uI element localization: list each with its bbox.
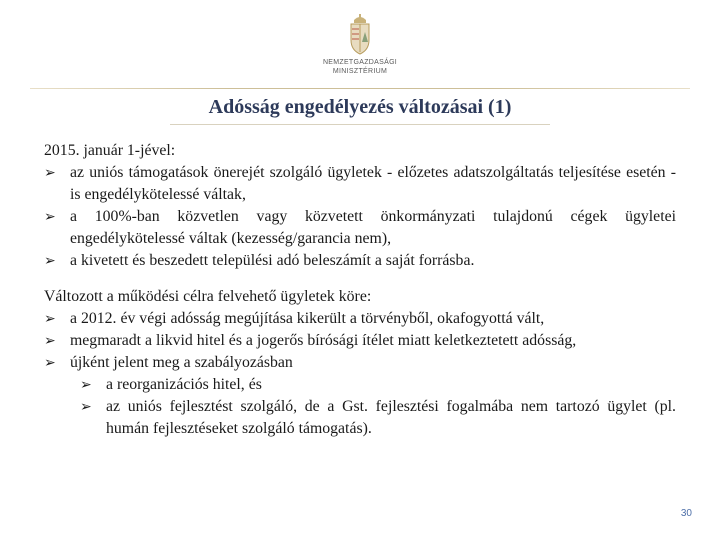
ministry-logo	[316, 14, 404, 82]
arrow-bullet-icon: ➢	[44, 333, 56, 349]
logo-line-2: MINISZTÉRIUM	[332, 68, 388, 75]
list-item	[44, 308, 676, 330]
bullet-text: a kivetett és beszedett települési adó beleszámít a saját forrásba.	[70, 252, 475, 269]
sub-bullet-text: az uniós fejlesztést szolgáló, de a Gst. fejlesztési fogalmába nem tartozó ügylet (pl. humán fejlesztéseket szolgáló támogatás).	[106, 398, 676, 437]
bullet-text: a 100%-ban közvetlen vagy közvetett önkormányzati tulajdonú cégek ügyletei engedélykötelessé váltak (kezesség/garancia nem),	[70, 208, 676, 247]
bullet-text: megmaradt a likvid hitel és a jogerős bírósági ítélet miatt keletkeztetett adósság,	[70, 332, 577, 349]
logo-line-1: NEMZETGAZDASÁGI	[322, 59, 398, 66]
coat-of-arms-icon	[345, 14, 375, 56]
title-underline	[170, 124, 550, 125]
page-number: 30	[680, 508, 692, 519]
slide-title: Adósság engedélyezés változásai (1)	[208, 96, 512, 118]
bullet-text: a 2012. év végi adósság megújítása kikerült a törvényből, okafogyottá vált,	[70, 310, 545, 327]
bullet-text: újként jelent meg a szabályozásban	[70, 354, 293, 371]
list-item	[44, 162, 676, 206]
arrow-bullet-icon: ➢	[80, 399, 92, 415]
section1-intro: 2015. január 1-jével:	[44, 142, 176, 159]
list-item	[44, 352, 676, 374]
list-item	[44, 206, 676, 250]
arrow-bullet-icon: ➢	[44, 253, 56, 269]
arrow-bullet-icon: ➢	[80, 377, 92, 393]
sub-list-item	[80, 374, 676, 396]
bullet-text: az uniós támogatások önerejét szolgáló ügyletek - előzetes adatszolgáltatás teljesítése esetén - is engedélykötelessé váltak,	[70, 164, 676, 203]
arrow-bullet-icon: ➢	[44, 209, 56, 225]
logo-text	[316, 58, 404, 76]
section-gap	[44, 272, 676, 286]
sub-list-item	[80, 396, 676, 440]
sub-bullet-text: a reorganizációs hitel, és	[106, 376, 262, 393]
slide-content	[44, 140, 676, 440]
list-item	[44, 250, 676, 272]
arrow-bullet-icon: ➢	[44, 311, 56, 327]
list-item	[44, 330, 676, 352]
header-divider	[30, 88, 690, 89]
section2-intro: Változott a működési célra felvehető ügyletek köre:	[44, 288, 372, 305]
arrow-bullet-icon: ➢	[44, 165, 56, 181]
arrow-bullet-icon: ➢	[44, 355, 56, 371]
